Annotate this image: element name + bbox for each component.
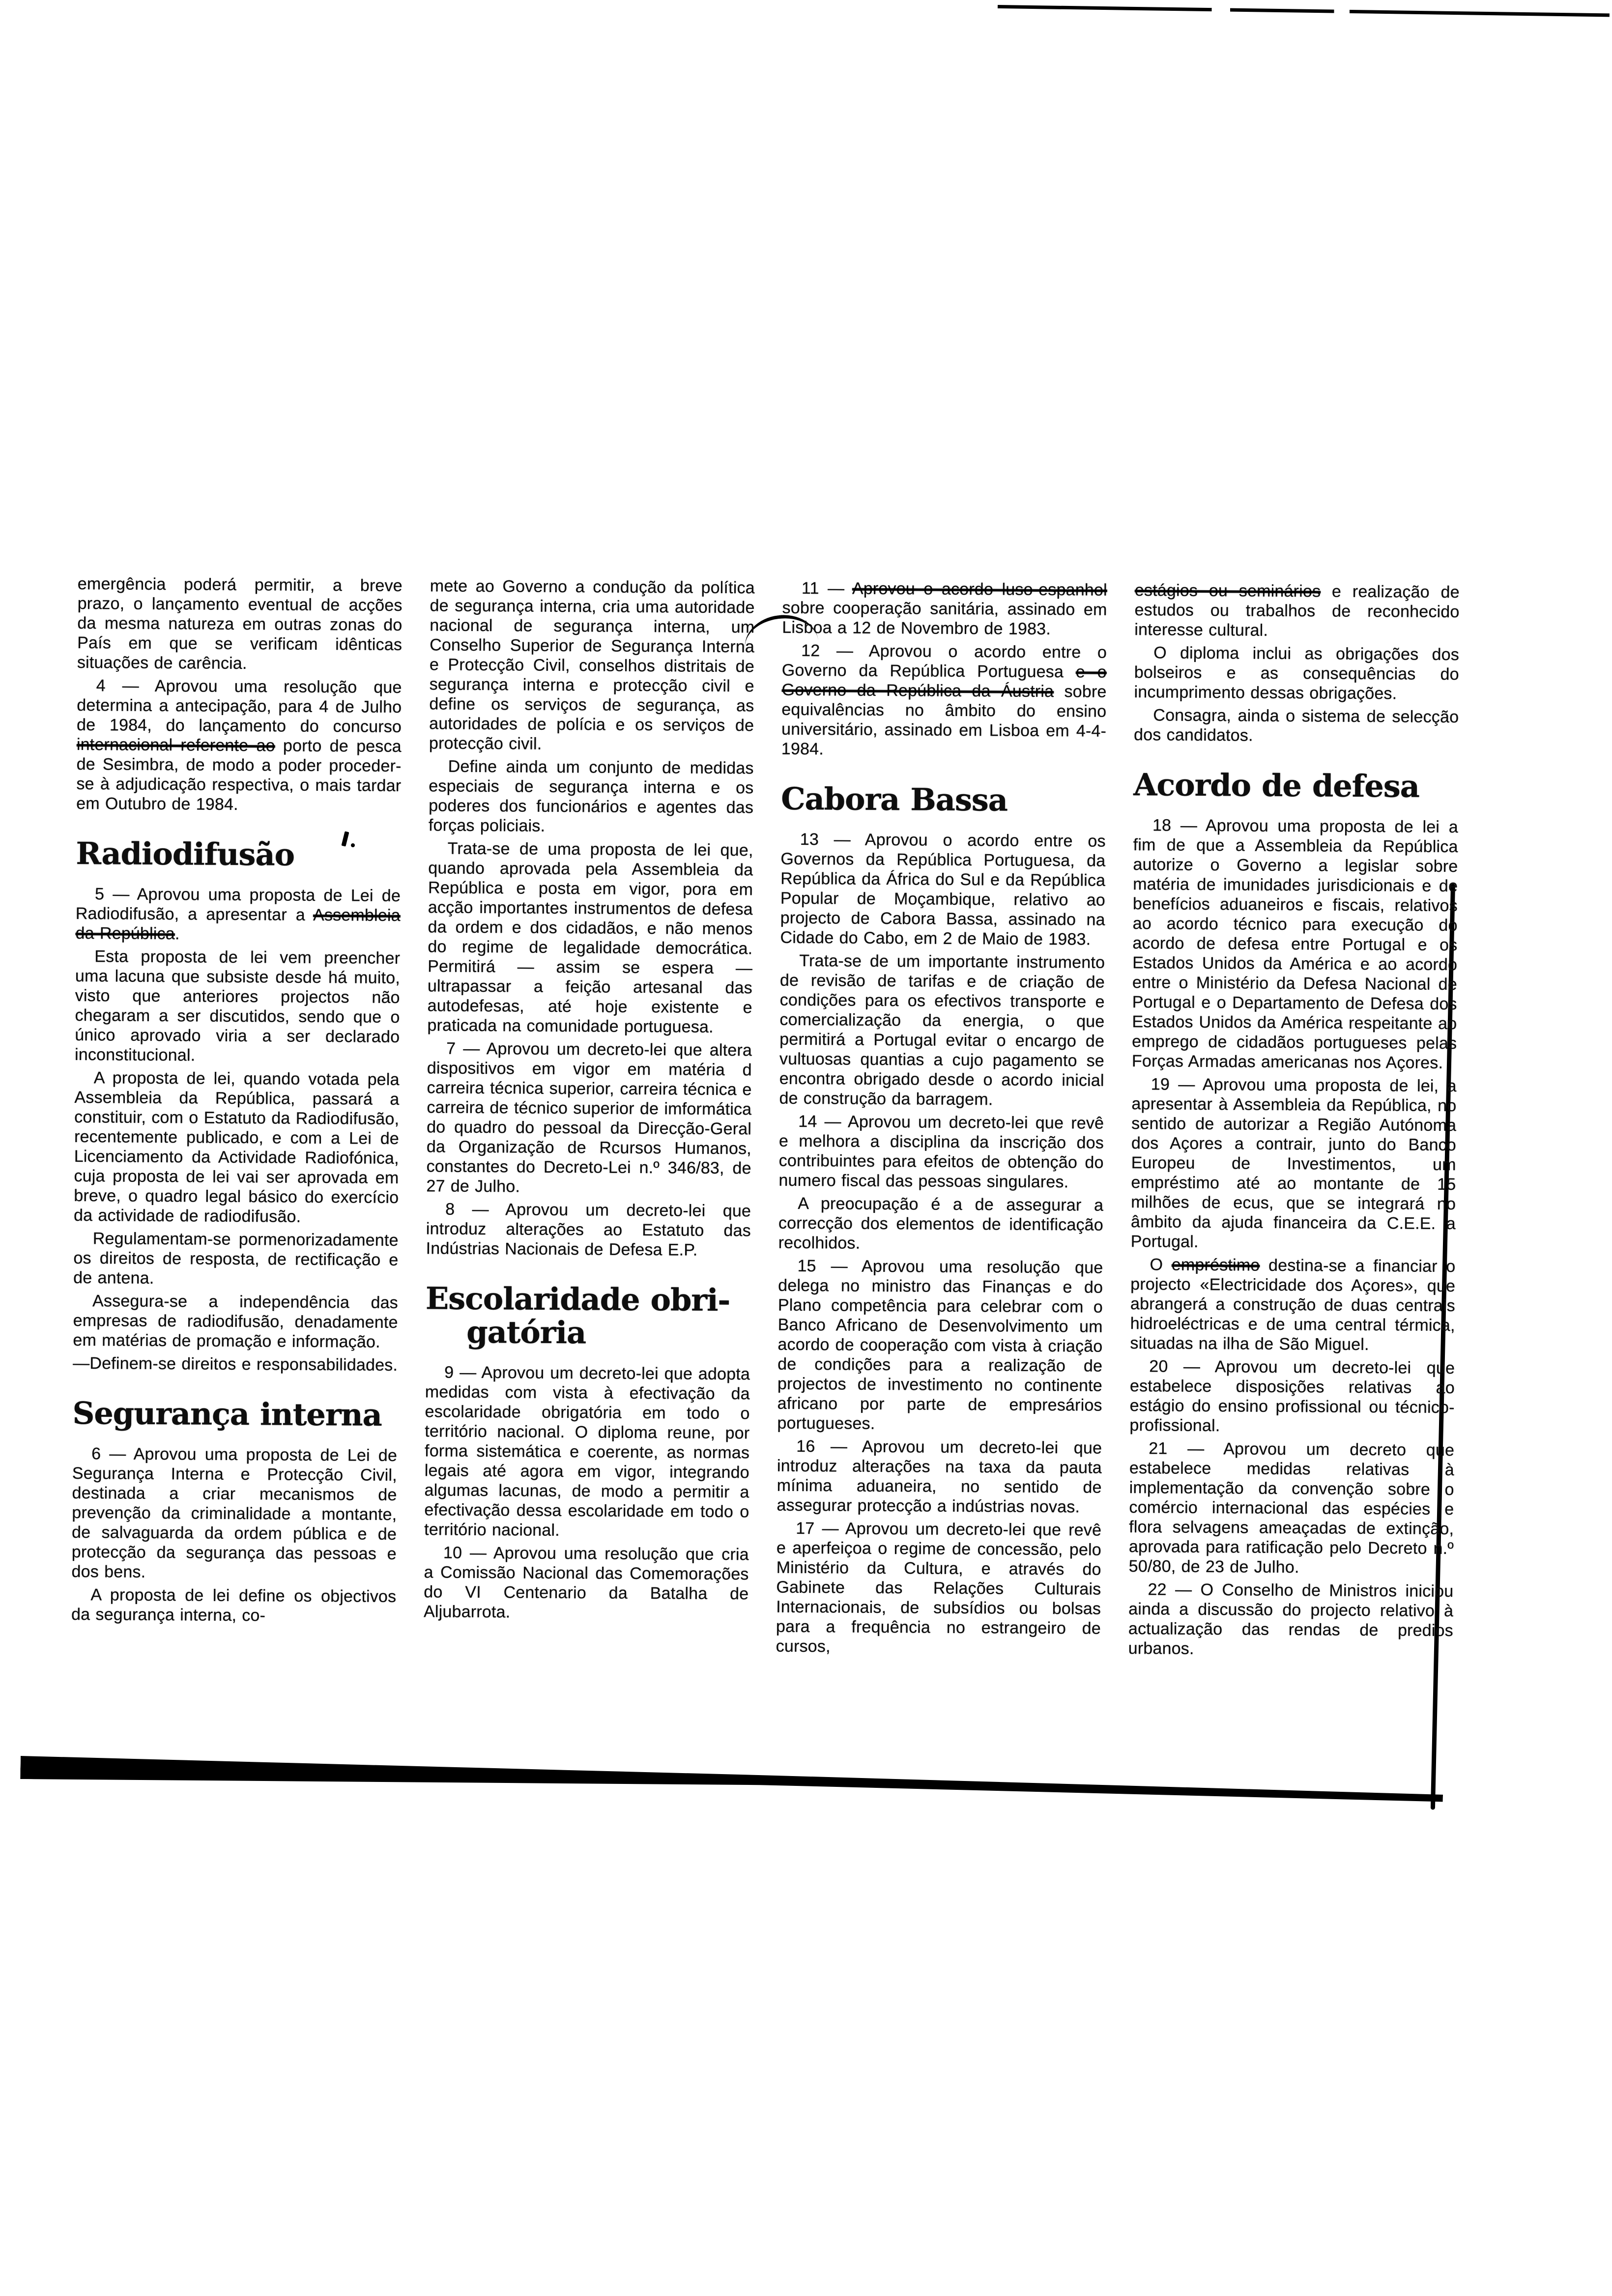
article-columns xyxy=(71,574,1460,1664)
text-run: mete ao Governo a condução da política de segurança interna, cria uma autoridade nacional de segurança interna, um Conselho Superior de Segurança Interna e Protecção Civil, conselhos distritais de segurança interna e protecção civil e define os serviços de segurança, as autoridades de polícia e os serviços de protecção civil. xyxy=(429,576,755,753)
text-run: Regulamentam-se pormenorizadamente os direitos de resposta, de rectificação e de antena. xyxy=(73,1229,399,1288)
heading-line: Cabora Bassa xyxy=(781,780,1008,818)
text-run: Trata-se de um importante instrumento de revisão de tarifas e de criação de condições para os efectivos transporte e comercialização da energia, o que permitirá a Portugal evitar o encargo de vultuosas quantias a cujo pagamento se encontra obrigado desde o acordo inicial de construção da barragem. xyxy=(779,951,1105,1109)
text-run: 13 — Aprovou o acordo entre os Governos da República Portuguesa, da República da África do Sul e da República Popular de Moçambique, relativo ao projecto de Cabora Bassa, assinado na Cidade do Cabo, em 2 de Maio de 1983. xyxy=(780,830,1106,949)
section-heading-seguranca-interna xyxy=(72,1397,397,1432)
item-17-continuation xyxy=(1134,580,1460,641)
item-21 xyxy=(1129,1438,1455,1578)
text-run: 11 — xyxy=(801,578,852,598)
text-run: A preocupação é a de assegurar a correcção dos elementos de identificação recolhidos. xyxy=(778,1194,1104,1253)
item-20 xyxy=(1129,1356,1455,1437)
text-run: Trata-se de uma proposta de lei que, quando aprovada pela Assembleia da República e posta em vigor, pora em acção importantes instrumentos de defesa da ordem e dos cidadãos, e não menos do regime de legalidade democrática. Permitirá — assim se espera — ultrapassar a feição artesanal das autodefesas, até hoje existente e praticada na comunidade portuguesa. xyxy=(427,839,753,1036)
item-5 xyxy=(75,884,401,945)
text-run: 22 — O Conselho de Ministros iniciou ainda a discussão do projecto relativo à actualização das rendas de predios urbanos. xyxy=(1128,1580,1454,1659)
item-17-para-3 xyxy=(1134,705,1459,746)
overstruck-text: e o Governo da República da Áustria xyxy=(781,662,1107,701)
heading-line: gatória xyxy=(466,1314,586,1351)
item-7 xyxy=(426,1038,752,1198)
item-14 xyxy=(778,1112,1104,1192)
text-run: 15 — Aprovou uma resolução que delega no ministro das Finanças e do Plano competência para celebrar com o Banco Africano de Desenvolvimento um acordo de cooperação com vista à criação de condições para a realização de projectos de investimento no continente africano por parte de empresários portugueses. xyxy=(777,1257,1103,1434)
text-run: 12 — Aprovou o acordo entre o Governo da República Portuguesa xyxy=(781,641,1107,682)
text-run: 10 — Aprovou uma resolução que cria a Comissão Nacional das Comemorações do VI Centenario da Batalha de Aljubarrota. xyxy=(423,1543,749,1622)
item-14-para-2 xyxy=(778,1194,1104,1255)
text-run: 6 — Aprovou uma proposta de Lei de Segurança Interna e Protecção Civil, destinada a criar mecanismos de prevenção da criminalidade a montante, de salvaguarda da ordem pública e de protecção da segurança das pessoas e dos bens. xyxy=(71,1444,398,1582)
text-run: Assegura-se a independência das empresas de radiodifusão, denadamente em matérias de promação e informação. xyxy=(73,1292,399,1351)
section-heading-radiodifusao xyxy=(76,837,401,872)
item-5-para-2 xyxy=(75,947,400,1066)
section-heading-acordo-de-defesa xyxy=(1133,768,1458,804)
section-heading-cabora-bassa xyxy=(781,782,1106,818)
scan-artifact-top-edge-line xyxy=(998,5,1610,17)
item-17-para-2 xyxy=(1134,643,1459,704)
heading-line: Acordo de defesa xyxy=(1133,767,1420,804)
text-run: porto de pesca de Sesimbra, de modo a poder proceder-se à adjudicação respectiva, o mais tardar em Outubro de 1984. xyxy=(76,736,402,814)
heading-line: Escolaridade obri- xyxy=(425,1280,730,1319)
item-6-para-3 xyxy=(429,756,754,837)
item-6-para-4 xyxy=(427,838,753,1037)
item-16 xyxy=(777,1436,1102,1517)
overstruck-text: empréstimo xyxy=(1171,1255,1260,1275)
item-11 xyxy=(782,578,1107,639)
text-run: 4 — Aprovou uma resolução que determina a antecipação, para 4 de Julho de 1984, do lançamento do concurso xyxy=(77,676,402,737)
text-run: destina-se a financiar o projecto «Electricidade dos Açores», que abrangerá a construção de duas centrais hidroeléctricas e de uma central térmica, situadas na ilha de São Miguel. xyxy=(1130,1256,1456,1354)
heading-line: Radiodifusão xyxy=(76,835,295,873)
item-10 xyxy=(424,1543,749,1624)
text-run: 20 — Aprovou um decreto-lei que estabelece disposições relativas ao estágio do ensino profissional ou técnico-profissional. xyxy=(1129,1357,1455,1435)
text-run: Consagra, ainda o sistema de selecção dos candidatos. xyxy=(1133,706,1459,745)
text-run: 14 — Aprovou um decreto-lei que revê e melhora a disciplina da inscrição dos contribuintes para efeitos de obtenção do numero fiscal das pessoas singulares. xyxy=(778,1112,1104,1192)
overstruck-text: internacional referente ao xyxy=(76,735,275,755)
item-5-para-3 xyxy=(74,1068,400,1227)
item-19 xyxy=(1131,1074,1457,1253)
article-column-4 xyxy=(1128,580,1460,1664)
item-5-para-5 xyxy=(73,1291,398,1352)
item-22 xyxy=(1128,1579,1454,1660)
article-column-3 xyxy=(776,578,1107,1662)
text-run: Define ainda um conjunto de medidas especiais de segurança interna e os poderes dos funcionários e agentes das forças policiais. xyxy=(428,757,754,835)
text-run: 9 — Aprovou um decreto-lei que adopta medidas com vista à efectivação da escolaridade obrigatória em todo o território nacional. O diploma reune, por forma sistemática e coerente, as normas legais até agora em vigor, integrando algumas lacunas, de modo a permitir a efectivação dessa escolaridade em todo o território nacional. xyxy=(424,1363,750,1540)
text-run: —Definem-se direitos e responsabilidades. xyxy=(73,1354,398,1375)
item-8 xyxy=(426,1199,751,1260)
text-run: 18 — Aprovou uma proposta de lei a fim de que a Assembleia da República autorize o Governo a legislar sobre matéria de imunidades jurisdicionais e de benefícios aduaneiros e fiscais, relativos ao acordo técnico para execução do acordo de defesa entre Portugal e os Estados Unidos da América e ao acordo entre o Ministério da Defesa Nacional de Portugal e o Departamento de Defesa dos Estados Unidos da América respeitante ao emprego de cidadãos portugueses pelas Forças Armadas americanas nos Açores. xyxy=(1131,816,1459,1073)
item-18 xyxy=(1132,815,1458,1073)
item-15 xyxy=(777,1256,1103,1435)
text-run: e realização de estudos ou trabalhos de reconhecido interesse cultural. xyxy=(1134,582,1460,640)
overstruck-text: Aprovou o acordo luso-espanhol xyxy=(852,579,1107,600)
item-6-para-2 xyxy=(71,1585,396,1626)
text-run: Esta proposta de lei vem preencher uma lacuna que subsiste desde há muito, visto que anteriores projectos não chegaram a ser discutidos, sendo que o único aprovado viria a ser declarado inconstitucional. xyxy=(74,947,401,1065)
text-run: A proposta de lei, quando votada pela Assembleia da República, passará a constituir, com o Estatuto da Radiodifusão, recentemente publicado, e com a Lei de Licenciamento da Actividade Radiofónica, cuja proposta de lei vai ser aprovada em breve, o quadro legal básico do exercício da actividade de radiodifusão. xyxy=(73,1068,400,1226)
text-run: O diploma inclui as obrigações dos bolseiros e as consequências do incumprimento dessas obrigações. xyxy=(1134,643,1460,703)
text-run: 21 — Aprovou um decreto que estabelece medidas relativas à implementação da convenção sobre o comércio internacional das espécies e flora selvagens ameaçadas de extinção, aprovada para ratificação pelo Decreto n.º 50/80, de 23 de Julho. xyxy=(1128,1439,1455,1577)
item-9 xyxy=(424,1363,750,1542)
text-run: 7 — Aprovou um decreto-lei que altera dispositivos em vigor em matéria d carreira técnica superior, carreira técnica e carreira de técnico superior de imformática do quadro do pessoal da Direcção-Geral da Organização de Rcursos Humanos, constantes do Decreto-Lei n.º 346/83, de 27 de Julho. xyxy=(426,1039,752,1196)
text-run: 19 — Aprovou uma proposta de lei, a apresentar à Assembleia da República, no sentido de autorizar a Região Autónoma dos Açores a contrair, junto do Banco Europeu de Investimentos, um empréstimo até ao montante de 15 milhões de ecus, que se integrará no âmbito da ajuda financeira da C.E.E. a Portugal. xyxy=(1130,1075,1457,1252)
item-13 xyxy=(780,830,1105,949)
text-run: A proposta de lei define os objectivos da segurança interna, co- xyxy=(71,1585,397,1625)
item-17 xyxy=(776,1519,1102,1658)
text-run: 8 — Aprovou um decreto-lei que introduz alterações ao Estatuto das Indústrias Nacionais de Defesa E.P. xyxy=(426,1200,751,1260)
text-run: 16 — Aprovou um decreto-lei que introduz alterações na taxa da pauta mínima aduaneira, no sentido de assegurar protecção a indústrias novas. xyxy=(777,1437,1102,1517)
section-heading-escolaridade-obrigatoria xyxy=(425,1282,750,1350)
item-12 xyxy=(781,641,1107,761)
item-13-para-2 xyxy=(779,951,1105,1110)
text-run: O xyxy=(1150,1255,1172,1274)
text-run: 5 — Aprovou uma proposta de Lei de Radiodifusão, a apresentar a xyxy=(75,885,401,925)
article-column-2 xyxy=(424,576,755,1659)
item-19-para-2 xyxy=(1130,1255,1455,1355)
text-run: . xyxy=(174,924,180,944)
overstruck-text: Assembleia da República xyxy=(75,906,401,944)
item-5-para-4 xyxy=(73,1229,399,1290)
text-run: emergência poderá permitir, a breve prazo, o lançamento eventual de acções da mesma natureza em outras zonas do País em que se verificam idênticas situações de carência. xyxy=(77,574,403,673)
item-6 xyxy=(71,1444,397,1583)
scan-artifact-bottom-edge-bar xyxy=(20,1755,1443,1805)
item-4 xyxy=(76,676,402,815)
item-5-para-6 xyxy=(73,1353,398,1375)
heading-line: Segurança interna xyxy=(72,1395,382,1433)
text-run: sobre equivalências no âmbito do ensino universitário, assinado em Lisboa em 4-4-1984. xyxy=(781,682,1107,759)
para-continuation-emergencia xyxy=(77,574,403,674)
text-run: sobre cooperação sanitária, assinado em Lisboa a 12 de Novembro de 1983. xyxy=(782,598,1107,639)
item-6-continuation xyxy=(429,576,755,755)
text-run: 17 — Aprovou um decreto-lei que revê e aperfeiçoa o regime de concessão, pelo Ministério da Cultura, e através do Gabinete das Relações Culturais Internacionais, de subsídios ou bolsas para a frequência no estrangeiro de cursos, xyxy=(776,1519,1102,1656)
overstruck-text: estágios ou seminários xyxy=(1134,581,1321,601)
article-column-1 xyxy=(71,574,403,1657)
